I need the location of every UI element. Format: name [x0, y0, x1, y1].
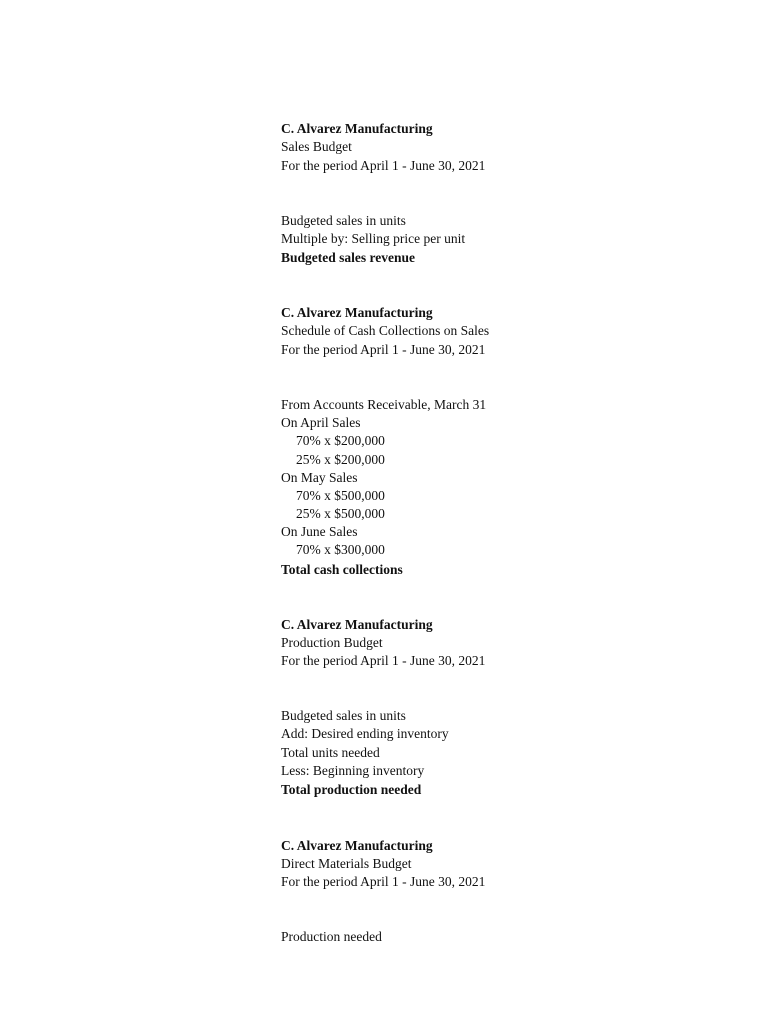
budget-period: For the period April 1 - June 30, 2021: [281, 874, 486, 889]
row-label: 25% x $500,000: [296, 506, 385, 521]
row-label: Budgeted sales in units: [281, 213, 406, 228]
row-label: 25% x $200,000: [296, 452, 385, 467]
row-total-label: Budgeted sales revenue: [281, 250, 415, 265]
row-label: Budgeted sales in units: [281, 708, 406, 723]
row-label: 70% x $500,000: [296, 488, 385, 503]
row-label: Production needed: [281, 929, 382, 944]
row-label: From Accounts Receivable, March 31: [281, 397, 487, 412]
row-label: On June Sales: [281, 524, 358, 539]
budget-title: Sales Budget: [281, 139, 352, 154]
row-label: 70% x $200,000: [296, 433, 385, 448]
row-label: Multiple by: Selling price per unit: [281, 231, 466, 246]
budget-period: For the period April 1 - June 30, 2021: [281, 653, 486, 668]
company-name: C. Alvarez Manufacturing: [281, 617, 433, 632]
company-name: C. Alvarez Manufacturing: [281, 838, 433, 853]
budget-period: For the period April 1 - June 30, 2021: [281, 158, 486, 173]
budget-title: Production Budget: [281, 635, 383, 650]
row-label: Add: Desired ending inventory: [281, 726, 449, 741]
budget-period: For the period April 1 - June 30, 2021: [281, 342, 486, 357]
row-label: Less: Beginning inventory: [281, 763, 425, 778]
row-total-label: Total production needed: [281, 782, 422, 797]
row-label: On April Sales: [281, 415, 361, 430]
row-total-label: Total cash collections: [281, 562, 403, 577]
company-name: C. Alvarez Manufacturing: [281, 121, 433, 136]
row-label: On May Sales: [281, 470, 358, 485]
row-label: 70% x $300,000: [296, 542, 385, 557]
budget-title: Direct Materials Budget: [281, 856, 412, 871]
budget-title: Schedule of Cash Collections on Sales: [281, 323, 490, 338]
company-name: C. Alvarez Manufacturing: [281, 305, 433, 320]
row-label: Total units needed: [281, 745, 380, 760]
